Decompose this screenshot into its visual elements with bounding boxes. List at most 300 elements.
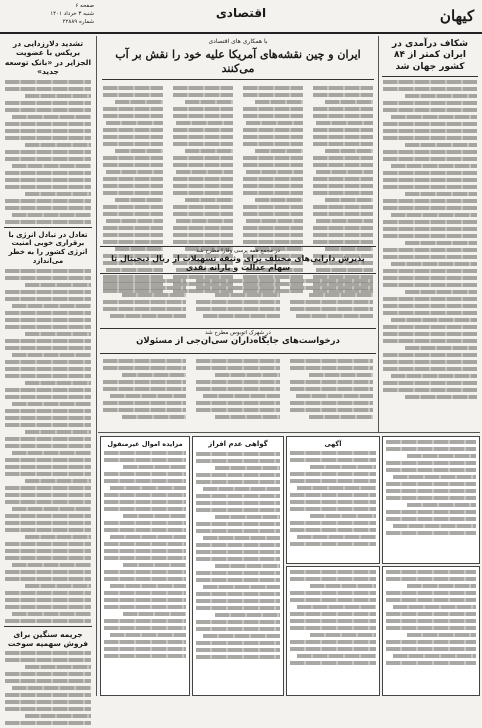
text-line bbox=[196, 571, 280, 575]
text-line bbox=[196, 655, 280, 659]
text-line bbox=[104, 521, 186, 525]
text-line bbox=[196, 648, 280, 652]
masthead bbox=[0, 0, 482, 34]
text-line bbox=[185, 198, 233, 202]
text-line bbox=[12, 353, 91, 357]
text-line bbox=[383, 101, 477, 105]
text-line bbox=[383, 332, 477, 336]
text-line bbox=[196, 508, 280, 512]
text-line bbox=[5, 122, 91, 126]
text-line bbox=[176, 219, 233, 223]
text-line bbox=[173, 107, 233, 111]
text-line bbox=[313, 212, 373, 216]
text-line bbox=[203, 487, 280, 491]
text-line bbox=[313, 163, 373, 167]
right-column-headline: شکاف درآمدی در ایران کمتر از ۸۴ کشور جهان شد bbox=[392, 39, 468, 72]
right-column bbox=[380, 36, 480, 402]
text-line bbox=[383, 360, 477, 364]
text-line bbox=[391, 318, 477, 322]
text-line bbox=[196, 557, 280, 561]
text-line bbox=[5, 101, 91, 105]
text-line bbox=[173, 233, 233, 237]
text-line bbox=[391, 262, 477, 266]
text-line bbox=[196, 307, 279, 311]
text-line bbox=[5, 220, 91, 224]
text-line bbox=[393, 524, 476, 528]
text-line bbox=[196, 641, 280, 645]
text-line bbox=[383, 353, 477, 357]
text-line bbox=[185, 100, 233, 104]
text-line bbox=[383, 339, 477, 343]
text-line bbox=[5, 658, 91, 662]
text-line bbox=[407, 633, 476, 637]
text-line bbox=[196, 620, 280, 624]
text-line bbox=[5, 290, 91, 294]
text-line bbox=[391, 213, 477, 217]
text-line bbox=[196, 550, 280, 554]
section-divider bbox=[98, 432, 480, 433]
text-line bbox=[203, 536, 280, 540]
text-line bbox=[5, 269, 91, 273]
text-line bbox=[386, 531, 476, 535]
text-line bbox=[290, 619, 376, 623]
text-line bbox=[383, 255, 477, 259]
text-line bbox=[104, 542, 186, 546]
text-line bbox=[123, 465, 186, 469]
story-two-headline: پذیرش دارایی‌های مختلف برای وثیقه تسهیلات از ریال دیجیتال تا سهام عدالت و یارانه نقدی bbox=[111, 254, 365, 272]
text-line bbox=[243, 156, 303, 160]
text-line bbox=[103, 408, 186, 412]
text-line bbox=[25, 192, 91, 196]
text-line bbox=[5, 346, 91, 350]
text-line bbox=[5, 437, 91, 441]
text-line bbox=[383, 325, 477, 329]
text-line bbox=[5, 80, 91, 84]
text-line bbox=[104, 626, 186, 630]
text-line bbox=[383, 199, 477, 203]
text-line bbox=[386, 619, 476, 623]
text-line bbox=[196, 529, 280, 533]
text-line bbox=[103, 233, 163, 237]
text-line bbox=[25, 479, 91, 483]
text-line bbox=[5, 514, 91, 518]
text-line bbox=[104, 458, 186, 462]
text-line bbox=[5, 150, 91, 154]
text-line bbox=[5, 591, 91, 595]
text-line bbox=[297, 654, 376, 658]
text-line bbox=[290, 307, 373, 311]
text-line bbox=[297, 535, 376, 539]
text-line bbox=[243, 107, 303, 111]
text-line bbox=[110, 314, 187, 318]
text-line bbox=[12, 563, 91, 567]
text-line bbox=[383, 311, 477, 315]
text-line bbox=[391, 164, 477, 168]
text-line bbox=[290, 626, 376, 630]
text-line bbox=[290, 521, 376, 525]
text-line bbox=[5, 465, 91, 469]
ad-box-5 bbox=[382, 436, 480, 564]
text-line bbox=[196, 366, 279, 370]
text-line bbox=[115, 100, 163, 104]
text-line bbox=[12, 164, 91, 168]
text-line bbox=[203, 634, 280, 638]
text-line bbox=[243, 240, 303, 244]
text-line bbox=[106, 121, 163, 125]
text-line bbox=[25, 535, 91, 539]
text-line bbox=[104, 493, 186, 497]
text-line bbox=[103, 135, 163, 139]
text-line bbox=[313, 191, 373, 195]
text-line bbox=[173, 205, 233, 209]
text-line bbox=[173, 156, 233, 160]
text-line bbox=[196, 522, 280, 526]
text-line bbox=[5, 493, 91, 497]
story-two-kicker: در مجمع همه پرسی وقارا مطرح شد bbox=[196, 248, 280, 254]
text-line bbox=[215, 613, 280, 617]
text-line bbox=[5, 570, 91, 574]
text-line bbox=[103, 359, 186, 363]
text-line bbox=[103, 86, 163, 90]
text-line bbox=[196, 480, 280, 484]
text-line bbox=[290, 472, 376, 476]
text-line bbox=[196, 286, 279, 290]
text-line bbox=[309, 373, 373, 377]
text-line bbox=[122, 415, 186, 419]
text-line bbox=[5, 500, 91, 504]
text-line bbox=[12, 115, 91, 119]
text-line bbox=[5, 311, 91, 315]
text-line bbox=[5, 598, 91, 602]
text-line bbox=[383, 122, 477, 126]
text-line bbox=[196, 599, 280, 603]
text-line bbox=[243, 184, 303, 188]
text-line bbox=[386, 517, 476, 521]
text-line bbox=[407, 454, 476, 458]
text-line bbox=[104, 479, 186, 483]
text-line bbox=[290, 528, 376, 532]
text-line bbox=[104, 472, 186, 476]
text-line bbox=[386, 640, 476, 644]
text-line bbox=[310, 584, 376, 588]
text-line bbox=[203, 585, 280, 589]
text-line bbox=[103, 177, 163, 181]
text-line bbox=[313, 86, 373, 90]
text-line bbox=[391, 115, 477, 119]
text-line bbox=[386, 661, 476, 665]
text-line bbox=[313, 128, 373, 132]
text-line bbox=[110, 535, 186, 539]
text-line bbox=[296, 314, 373, 318]
text-line bbox=[243, 93, 303, 97]
text-line bbox=[5, 556, 91, 560]
text-line bbox=[173, 163, 233, 167]
text-line bbox=[316, 170, 373, 174]
text-line bbox=[243, 86, 303, 90]
text-line bbox=[290, 451, 376, 455]
text-line bbox=[104, 570, 186, 574]
text-line bbox=[407, 584, 476, 588]
text-line bbox=[5, 707, 91, 711]
ad-title-1: مزایده اموال غیرمنقول bbox=[107, 440, 183, 448]
text-line bbox=[313, 135, 373, 139]
text-line bbox=[297, 605, 376, 609]
text-line bbox=[383, 171, 477, 175]
text-line bbox=[383, 248, 477, 252]
text-line bbox=[5, 542, 91, 546]
text-line bbox=[310, 514, 376, 518]
text-line bbox=[290, 300, 373, 304]
text-line bbox=[103, 307, 186, 311]
text-line bbox=[383, 136, 477, 140]
main-story-headline: ایران و چین نقشه‌های آمریکا علیه خود را نقش بر آب می‌کنند bbox=[115, 48, 361, 75]
text-line bbox=[123, 514, 186, 518]
text-line bbox=[313, 205, 373, 209]
text-line bbox=[25, 665, 91, 669]
text-line bbox=[5, 409, 91, 413]
text-line bbox=[383, 304, 477, 308]
text-line bbox=[405, 346, 477, 350]
text-line bbox=[196, 300, 279, 304]
text-line bbox=[393, 654, 476, 658]
text-line bbox=[243, 212, 303, 216]
text-line bbox=[215, 373, 279, 377]
text-line bbox=[290, 507, 376, 511]
section-title: اقتصادی bbox=[215, 6, 267, 20]
text-line bbox=[215, 293, 279, 297]
text-line bbox=[173, 135, 233, 139]
text-line bbox=[103, 205, 163, 209]
text-line bbox=[176, 170, 233, 174]
text-line bbox=[290, 493, 376, 497]
text-line bbox=[386, 591, 476, 595]
text-line bbox=[104, 647, 186, 651]
text-line bbox=[196, 380, 279, 384]
text-line bbox=[5, 374, 91, 378]
text-line bbox=[313, 226, 373, 230]
text-line bbox=[103, 156, 163, 160]
text-line bbox=[25, 143, 91, 147]
text-line bbox=[290, 380, 373, 384]
text-line bbox=[386, 447, 476, 451]
text-line bbox=[115, 149, 163, 153]
text-line bbox=[104, 507, 186, 511]
text-line bbox=[297, 486, 376, 490]
story-three-header bbox=[100, 328, 376, 354]
text-line bbox=[103, 240, 163, 244]
text-line bbox=[243, 177, 303, 181]
text-line bbox=[103, 401, 186, 405]
text-line bbox=[173, 191, 233, 195]
text-line bbox=[5, 367, 91, 371]
text-line bbox=[173, 93, 233, 97]
text-line bbox=[5, 87, 91, 91]
text-line bbox=[12, 304, 91, 308]
text-line bbox=[290, 647, 376, 651]
text-line bbox=[12, 213, 91, 217]
text-line bbox=[104, 549, 186, 553]
text-line bbox=[313, 142, 373, 146]
text-line bbox=[386, 570, 476, 574]
text-line bbox=[5, 325, 91, 329]
text-line bbox=[110, 633, 186, 637]
text-line bbox=[383, 185, 477, 189]
text-line bbox=[196, 543, 280, 547]
ad-box-2 bbox=[192, 436, 284, 696]
text-line bbox=[12, 612, 91, 616]
left-story-2-headline: تعادل در تبادل انرژی با برقراری خوبی امنیت انرژی کشور را به خطر می‌اندازد bbox=[8, 230, 88, 265]
text-line bbox=[185, 149, 233, 153]
text-line bbox=[103, 300, 186, 304]
text-line bbox=[5, 185, 91, 189]
text-line bbox=[103, 184, 163, 188]
text-line bbox=[196, 578, 280, 582]
text-line bbox=[383, 269, 477, 273]
text-line bbox=[386, 461, 476, 465]
text-line bbox=[104, 605, 186, 609]
text-line bbox=[290, 591, 376, 595]
text-line bbox=[123, 612, 186, 616]
text-line bbox=[386, 577, 476, 581]
left-story-1-headline: تشدید دلارزدایی در بریکس با عضویت الجزایر در «بانک توسعه جدید» bbox=[4, 39, 92, 77]
text-line bbox=[386, 598, 476, 602]
text-line bbox=[103, 107, 163, 111]
text-line bbox=[243, 205, 303, 209]
text-line bbox=[5, 416, 91, 420]
left-column bbox=[2, 36, 94, 728]
text-line bbox=[115, 198, 163, 202]
text-line bbox=[25, 332, 91, 336]
text-line bbox=[386, 496, 476, 500]
text-line bbox=[5, 521, 91, 525]
text-line bbox=[290, 570, 376, 574]
text-line bbox=[196, 452, 280, 456]
text-line bbox=[383, 220, 477, 224]
text-line bbox=[5, 528, 91, 532]
text-line bbox=[122, 373, 186, 377]
text-line bbox=[12, 507, 91, 511]
text-line bbox=[196, 606, 280, 610]
text-line bbox=[386, 489, 476, 493]
text-line bbox=[290, 598, 376, 602]
text-line bbox=[5, 297, 91, 301]
text-line bbox=[104, 556, 186, 560]
text-line bbox=[173, 177, 233, 181]
text-line bbox=[290, 542, 376, 546]
text-line bbox=[383, 388, 477, 392]
text-line bbox=[215, 415, 279, 419]
text-line bbox=[243, 135, 303, 139]
text-line bbox=[196, 494, 280, 498]
text-line bbox=[25, 381, 91, 385]
text-line bbox=[407, 503, 476, 507]
text-line bbox=[173, 114, 233, 118]
text-line bbox=[5, 136, 91, 140]
text-line bbox=[5, 721, 91, 725]
text-line bbox=[104, 654, 186, 658]
text-line bbox=[103, 286, 186, 290]
text-line bbox=[5, 388, 91, 392]
text-line bbox=[5, 395, 91, 399]
text-line bbox=[290, 286, 373, 290]
text-line bbox=[173, 240, 233, 244]
text-line bbox=[309, 293, 373, 297]
text-line bbox=[243, 128, 303, 132]
text-line bbox=[386, 510, 476, 514]
text-line bbox=[103, 380, 186, 384]
text-line bbox=[393, 605, 476, 609]
text-line bbox=[103, 142, 163, 146]
text-line bbox=[391, 374, 477, 378]
text-line bbox=[173, 86, 233, 90]
text-line bbox=[290, 479, 376, 483]
text-line bbox=[313, 107, 373, 111]
text-line bbox=[313, 233, 373, 237]
text-line bbox=[104, 528, 186, 532]
text-line bbox=[383, 150, 477, 154]
text-line bbox=[386, 626, 476, 630]
text-line bbox=[309, 415, 373, 419]
text-line bbox=[173, 226, 233, 230]
page-number: صفحه ۶ bbox=[75, 3, 94, 9]
text-line bbox=[103, 163, 163, 167]
text-line bbox=[405, 94, 477, 98]
text-line bbox=[5, 577, 91, 581]
text-line bbox=[383, 206, 477, 210]
text-line bbox=[405, 290, 477, 294]
text-line bbox=[110, 486, 186, 490]
text-line bbox=[196, 387, 279, 391]
text-line bbox=[104, 500, 186, 504]
text-line bbox=[5, 549, 91, 553]
text-line bbox=[173, 212, 233, 216]
ad-box-4 bbox=[286, 566, 380, 696]
text-line bbox=[25, 283, 91, 287]
text-line bbox=[215, 515, 280, 519]
text-line bbox=[383, 276, 477, 280]
text-line bbox=[313, 177, 373, 181]
text-line bbox=[5, 458, 91, 462]
text-line bbox=[103, 366, 186, 370]
text-line bbox=[313, 114, 373, 118]
text-line bbox=[5, 318, 91, 322]
text-line bbox=[104, 598, 186, 602]
text-line bbox=[290, 661, 376, 665]
text-line bbox=[290, 359, 373, 363]
text-line bbox=[296, 394, 373, 398]
text-line bbox=[316, 121, 373, 125]
text-line bbox=[290, 500, 376, 504]
text-line bbox=[106, 219, 163, 223]
ad-title-3: آگهی bbox=[324, 440, 342, 448]
text-line bbox=[290, 640, 376, 644]
text-line bbox=[383, 381, 477, 385]
column-rule bbox=[378, 36, 379, 432]
text-line bbox=[255, 100, 303, 104]
text-line bbox=[25, 94, 91, 98]
text-line bbox=[290, 387, 373, 391]
text-line bbox=[246, 170, 303, 174]
text-line bbox=[325, 198, 373, 202]
text-line bbox=[103, 226, 163, 230]
text-line bbox=[122, 293, 186, 297]
text-line bbox=[25, 584, 91, 588]
issue-number: شماره ۲۲۸۸۹ bbox=[62, 19, 94, 25]
text-line bbox=[103, 279, 186, 283]
text-line bbox=[5, 157, 91, 161]
text-line bbox=[196, 408, 279, 412]
text-line bbox=[5, 486, 91, 490]
